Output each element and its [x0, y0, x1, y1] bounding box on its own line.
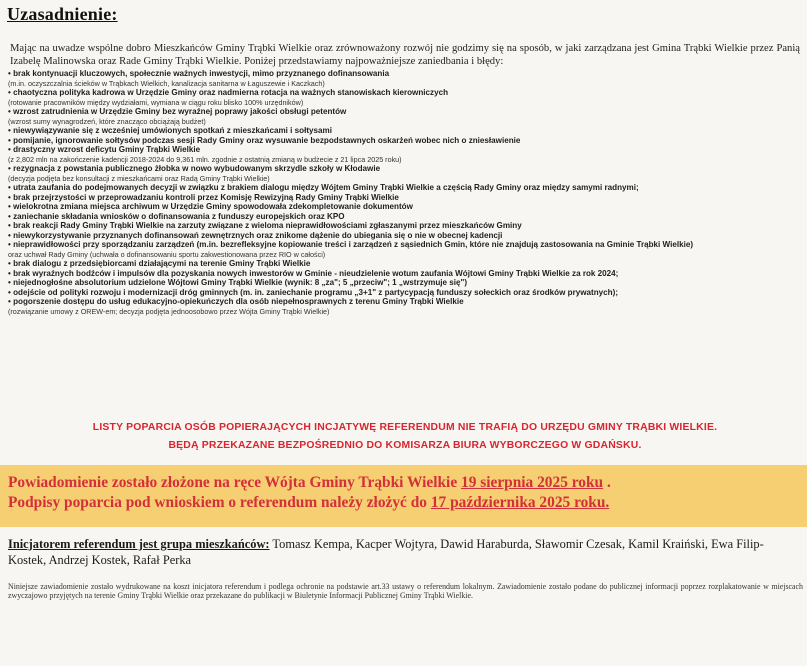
- grievance-item: • nieprawidłowości przy sporządzaniu zarządzeń (m.in. bezrefleksyjne kopiowanie treści i zarządzeń z sąsiednich Gmin, które nie znajdują zastosowania na Gminie Trąbki Wielkie): [8, 240, 694, 249]
- initiators-label: Inicjatorem referendum jest grupa mieszkańców:: [8, 537, 270, 551]
- grievance-item: • drastyczny wzrost deficytu Gminy Trąbki Wielkie: [8, 145, 201, 154]
- grievance-item: • pomijanie, ignorowanie sołtysów podczas sesji Rady Gminy oraz wysuwanie bezpodstawnych oskarżeń wobec nich o zniesławienie: [8, 135, 521, 145]
- grievance-item: • niejednogłośne absolutorium udzielone Wójtowi Gminy Trąbki Wielkie (wynik: 8 „za"; 5 „przeciw"; 1 „wstrzymuje się"): [8, 278, 468, 287]
- notice-line-2: Podpisy poparcia pod wnioskiem o referendum należy złożyć do 17 października 2025 roku.: [8, 494, 610, 511]
- grievance-item: • niewykorzystywanie przyznanych dofinansowań zewnętrznych oraz znikome dążenie do ubiegania się o nie w obecnej kadencji: [8, 230, 503, 240]
- red-notice-line-1: LISTY POPARCIA OSÓB POPIERAJĄCYCH INCJATYWĘ REFERENDUM NIE TRAFIĄ DO URZĘDU GMINY TRĄBKI WIELKIE.: [92, 422, 718, 433]
- grievance-detail: (m.in. oczyszczalnia ścieków w Trąbkach Wielkich, kanalizacja sanitarna w Łaguszewie i Kaczkach): [8, 78, 325, 88]
- grievance-list: [8, 69, 800, 316]
- intro-paragraph: Mając na uwadze wspólne dobro Mieszkańców Gminy Trąbki Wielkie oraz zrównoważony rozwój nie godzimy się na sposób, w jaki zarządzana jest Gmina Trąbki Wielkie przez Panią Izabelę Malinowska oraz Rade Gminy Trąbki Wielkie. Poniżej przedstawiamy najpoważniejsze zaniedbania i błędy:: [10, 43, 800, 68]
- grievance-item: • brak przejrzystości w przeprowadzaniu kontroli przez Komisję Rewizyjną Rady Gminy Trąbki Wielkie: [8, 192, 399, 202]
- initiators-paragraph: [8, 537, 800, 568]
- grievance-detail: oraz uchwał Rady Gminy (uchwała o dofinansowaniu sportu zakwestionowana przez RIO w całości): [8, 249, 326, 259]
- grievance-item: • brak reakcji Rady Gminy Trąbki Wielkie na zarzuty związane z wieloma nieprawidłowościami zgłaszanymi przez mieszkańców Gminy: [8, 221, 522, 230]
- grievance-item: • brak dialogu z przedsiębiorcami działającymi na terenie Gminy Trąbki Wielkie: [8, 259, 311, 268]
- red-notice-line-2: BĘDĄ PRZEKAZANE BEZPOŚREDNIO DO KOMISARZA BIURA WYBORCZEGO W GDAŃSKU.: [168, 440, 642, 451]
- grievance-item: • utrata zaufania do podejmowanych decyzji w związku z brakiem dialogu między Wójtem Gminy Trąbki Wielkie a częścią Rady Gminy oraz między samymi radnymi;: [8, 183, 639, 192]
- page-heading: Uzasadnienie:: [7, 4, 118, 24]
- grievance-detail: (decyzja podjęta bez konsultacji z mieszkańcami oraz Radą Gminy Trąbki Wielkie): [8, 173, 270, 183]
- initiators-names: Tomasz Kempa, Kacper Wojtyra, Dawid Haraburda, Sławomir Czesak, Kamil Kraiński, Ewa Filip-Kostek, Andrzej Kostek, Rafał Perka: [8, 537, 764, 567]
- grievance-item: • rezygnacja z powstania publicznego żłobka w nowo wybudowanym skrzydle szkoły w Kłodawie: [8, 164, 381, 173]
- notice-date-1: 19 sierpnia 2025 roku: [461, 474, 604, 491]
- notice-line-1: Powiadomienie zostało złożone na ręce Wójta Gminy Trąbki Wielkie 19 sierpnia 2025 roku .: [8, 474, 611, 491]
- grievance-detail: (wzrost sumy wynagrodzeń, które znacząco obciążają budżet): [8, 116, 206, 126]
- grievance-item: • brak wyraźnych bodźców i impulsów dla pozyskania nowych inwestorów w Gminie - nieudzielenie wotum zaufania Wójtowi Gminy Trąbki Wielkie za rok 2024;: [8, 268, 619, 278]
- grievance-item: • wielokrotna zmiana miejsca archiwum w Urzędzie Gminy spowodowała zdekompletowanie dokumentów: [8, 202, 413, 211]
- grievance-item: • wzrost zatrudnienia w Urzędzie Gminy bez wyraźnej poprawy jakości obsługi petentów: [8, 107, 347, 116]
- grievance-item: • niewywiązywanie się z wcześniej umówionych spotkań z mieszkańcami i sołtysami: [8, 126, 333, 135]
- grievance-item: • zaniechanie składania wniosków o dofinansowania z funduszy europejskich oraz KPO: [8, 211, 345, 221]
- notice-date-2: 17 października 2025 roku.: [430, 494, 610, 511]
- grievance-item: • pogorszenie dostępu do usług edukacyjno-opiekuńczych dla osób niepełnosprawnych z terenu Gminy Trąbki Wielkie: [8, 297, 464, 306]
- submission-notice: [8, 473, 803, 513]
- grievance-item: • odejście od polityki rozwoju i modernizacji dróg gminnych (m. in. zaniechanie programu „3+1" z partycypacją funduszy sołeckich oraz środków prywatnych);: [8, 287, 619, 297]
- grievance-detail: (rotowanie pracowników między wydziałami, wymiana w ciągu roku blisko 100% urzędników): [8, 97, 304, 107]
- grievance-detail: (z 2,802 mln na zakończenie kadencji 2018-2024 do 9,361 mln. zgodnie z ostatnią zmianą w budżecie z 21 lipca 2025 roku): [8, 154, 402, 164]
- grievance-item: • brak kontynuacji kluczowych, społecznie ważnych inwestycji, mimo przyznanego dofinansowania: [8, 69, 390, 78]
- grievance-item: • chaotyczna polityka kadrowa w Urzędzie Gminy oraz nadmierna rotacja na ważnych stanowiskach kierowniczych: [8, 88, 449, 97]
- grievance-detail: (rozwiązanie umowy z OREW-em; decyzja podjęta jednoosobowo przez Wójta Gminy Trąbki Wielkie): [8, 306, 330, 316]
- legal-footer: Niniejsze zawiadomienie zostało wydrukowane na koszt inicjatora referendum i podlega ochronie na podstawie art.33 ustawy o referendum lokalnym. Zawiadomienie zostało podane do publicznej informacji poprzez rozplakatowanie w miejscach zwyczajowo przyjętych na terenie Gminy Trąbki Wielkie oraz przekazane do publikacji w Biuletynie Informacji Publicznej Gminy Trąbki Wielkie.: [8, 582, 803, 601]
